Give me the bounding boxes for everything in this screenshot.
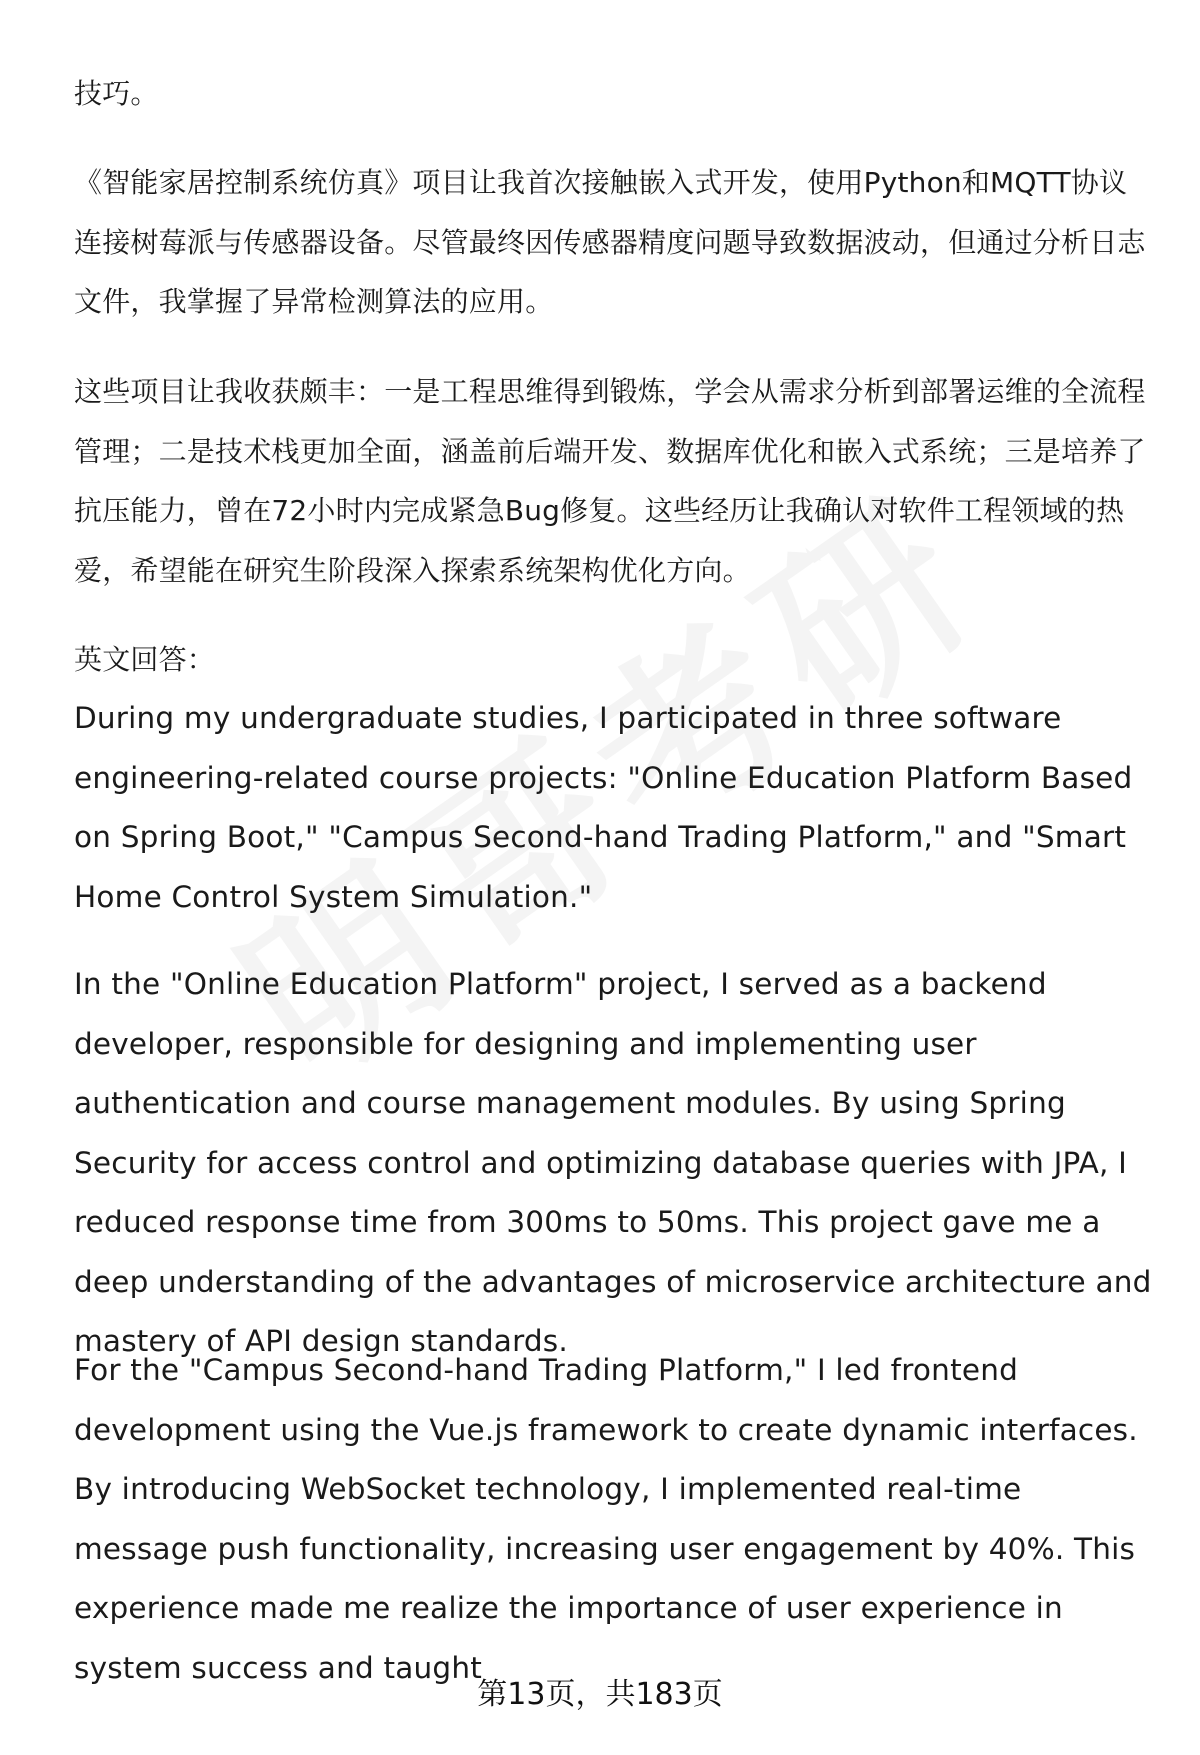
paragraph-zh-1: 技巧。 [74, 77, 159, 110]
english-answer-label: 英文回答： [74, 643, 216, 676]
paragraph-en-3: For the "Campus Second-hand Trading Platform," I led frontend development using the Vue.js framework to create dynamic interfaces. By introducing WebSocket technology, I implemented real-time message push functionality, increasing user engagement by 40%. This experience made me realize the importance of user experience in system success and taught [74, 1353, 1138, 1685]
page-footer: 第13页，共183页 [477, 1677, 723, 1712]
paragraph-en-1: During my undergraduate studies, I participated in three software engineering-related course projects: "Online Education Platform Based on Spring Boot," "Campus Second-hand Trading Platform," and "Smart Home Control System Simulation." [74, 701, 1133, 914]
paragraph-zh-2: 《智能家居控制系统仿真》项目让我首次接触嵌入式开发，使用Python和MQTT协议连接树莓派与传感器设备。尽管最终因传感器精度问题导致数据波动，但通过分析日志文件，我掌握了异常检测算法的应用。 [74, 166, 1146, 318]
paragraph-en-2: In the "Online Education Platform" project, I served as a backend developer, responsible for designing and implementing user authentication and course management modules. By using Spring Security for access control and optimizing database queries with JPA, I reduced response time from 300ms to 50ms. This project gave me a deep understanding of the advantages of microservice architecture and mastery of API design standards. [74, 967, 1152, 1358]
paragraph-zh-3: 这些项目让我收获颇丰：一是工程思维得到锻炼，学会从需求分析到部署运维的全流程管理；二是技术栈更加全面，涵盖前后端开发、数据库优化和嵌入式系统；三是培养了抗压能力，曾在72小时内完成紧急Bug修复。这些经历让我确认对软件工程领域的热爱，希望能在研究生阶段深入探索系统架构优化方向。 [74, 375, 1146, 587]
